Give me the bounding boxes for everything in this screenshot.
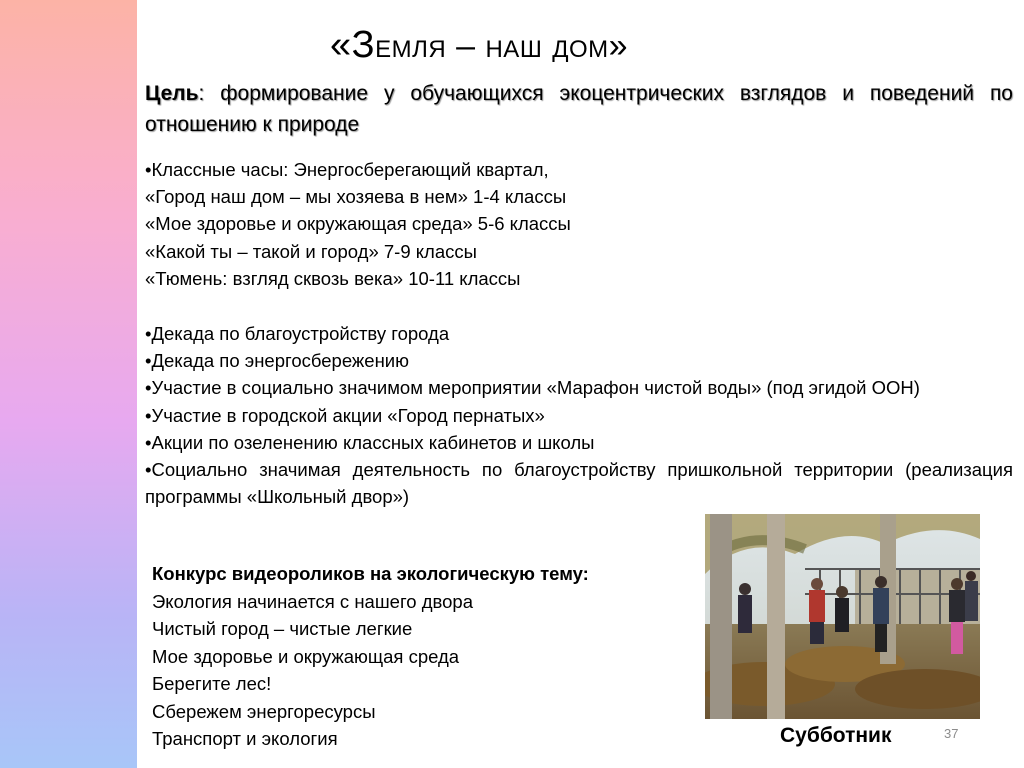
- list-item: «Мое здоровье и окружающая среда» 5-6 классы: [145, 213, 571, 235]
- list-item: Сбережем энергоресурсы: [152, 700, 376, 722]
- decorative-gradient-bar: [0, 0, 137, 768]
- cleanup-photo: [705, 514, 980, 719]
- list-item: •Акции по озеленению классных кабинетов и школы: [145, 431, 595, 453]
- goal-text: : формирование у обучающихся экоцентрических взглядов и поведений по отношению к природе: [145, 82, 1013, 136]
- list-item: «Тюмень: взгляд сквозь века» 10-11 классы: [145, 267, 521, 289]
- list-item: •Классные часы: Энергосберегающий квартал,: [145, 159, 549, 180]
- slide-title: [330, 24, 750, 67]
- photo-caption: Субботник: [780, 724, 892, 747]
- list-item: •Участие в городской акции «Город пернатых»: [145, 404, 545, 426]
- list-item: •Социально значимая деятельность по благоустройству пришкольной территории (реализация программы «Школьный двор»): [145, 459, 1013, 508]
- goal-paragraph: [145, 78, 1013, 140]
- list-item: «Город наш дом – мы хозяева в нем» 1-4 классы: [145, 186, 567, 208]
- title-first-letter: «З: [330, 24, 376, 66]
- list-item: •Декада по энергосбережению: [145, 350, 410, 372]
- list-item: Чистый город – чистые легкие: [152, 618, 413, 639]
- list-item: Берегите лес!: [152, 673, 272, 694]
- contest-heading: Конкурс видеороликов на экологическую тему:: [152, 563, 589, 584]
- goal-label: Цель: [145, 82, 199, 105]
- list-item: Экология начинается с нашего двора: [152, 590, 474, 612]
- list-item: «Какой ты – такой и город» 7-9 классы: [145, 240, 477, 262]
- activities-list: [145, 320, 1013, 510]
- list-item: •Декада по благоустройству города: [145, 323, 450, 344]
- list-item: Транспорт и экология: [152, 728, 338, 749]
- title-rest: емля – наш дом»: [375, 27, 629, 65]
- list-item: Мое здоровье и окружающая среда: [152, 645, 460, 667]
- video-contest-block: [152, 560, 712, 753]
- list-item: •Участие в социально значимом мероприятии «Марафон чистой воды» (под эгидой ООН): [145, 377, 920, 399]
- page-number: 37: [944, 726, 959, 741]
- class-hours-list: [145, 156, 1013, 292]
